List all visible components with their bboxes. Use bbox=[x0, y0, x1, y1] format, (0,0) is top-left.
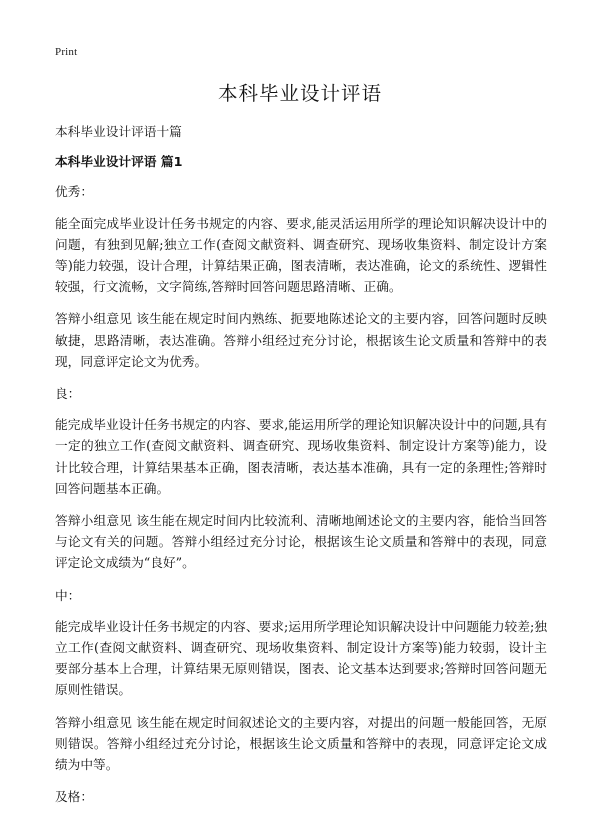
section-heading: 本科毕业设计评语 篇1 bbox=[55, 154, 183, 170]
paragraph-good-committee-opinion: 答辩小组意见 该生能在规定时间内比较流利、清晰地阐述论文的主要内容，能恰当回答与论文有关的问题。答辩小组经过充分讨论，根据该生论文质量和答辩中的表现，同意评定论文成绩为“良好”。 bbox=[55, 513, 547, 571]
grade-label-medium: 中： bbox=[55, 587, 81, 603]
document-body bbox=[55, 121, 547, 817]
grade-label-pass: 及格： bbox=[55, 789, 94, 805]
paragraph-excellent-committee-opinion: 答辩小组意见 该生能在规定时间内熟练、扼要地陈述论文的主要内容，回答问题时反映敏捷，思路清晰，表达准确。答辩小组经过充分讨论，根据该生论文质量和答辩中的表现，同意评定论文为优秀。 bbox=[55, 311, 547, 369]
paragraph-medium-criteria: 能完成毕业设计任务书规定的内容、要求;运用所学理论知识解决设计中问题能力较差;独立工作(查阅文献资料、调查研究、现场收集资料、制定设计方案等)能力较弱，设计主要部分基本上合理，计算结果无原则错误，图表、论文基本达到要求;答辩时回答问题无原则性错误。 bbox=[55, 618, 547, 698]
document-subtitle: 本科毕业设计评语十篇 bbox=[55, 124, 182, 139]
paragraph-good-criteria: 能完成毕业设计任务书规定的内容、要求,能运用所学的理论知识解决设计中的问题,具有一定的独立工作(查阅文献资料、调查研究、现场收集资料、制定设计方案等)能力，设计比较合理，计算结果基本正确，图表清晰，表达基本准确，具有一定的条理性;答辩时回答问题基本正确。 bbox=[55, 417, 547, 496]
grade-label-excellent: 优秀： bbox=[55, 184, 94, 200]
paragraph-medium-committee-opinion: 答辩小组意见 该生能在规定时间叙述论文的主要内容，对提出的问题一般能回答，无原则错误。答辩小组经过充分讨论，根据该生论文质量和答辩中的表现，同意评定论文成绩为中等。 bbox=[55, 714, 547, 773]
print-label: Print bbox=[55, 46, 78, 58]
grade-label-good: 良： bbox=[55, 386, 81, 402]
document-title: 本科毕业设计评语 bbox=[217, 82, 382, 105]
paragraph-excellent-criteria: 能全面完成毕业设计任务书规定的内容、要求,能灵活运用所学的理论知识解决设计中的问题，有独到见解;独立工作(查阅文献资料、调查研究、现场收集资料、制定设计方案等)能力较强，设计合理，计算结果正确，图表清晰，表达准确，论文的系统性、逻辑性较强，行文流畅，文字简练,答辩时回答问题思路清晰、正确。 bbox=[55, 215, 547, 295]
